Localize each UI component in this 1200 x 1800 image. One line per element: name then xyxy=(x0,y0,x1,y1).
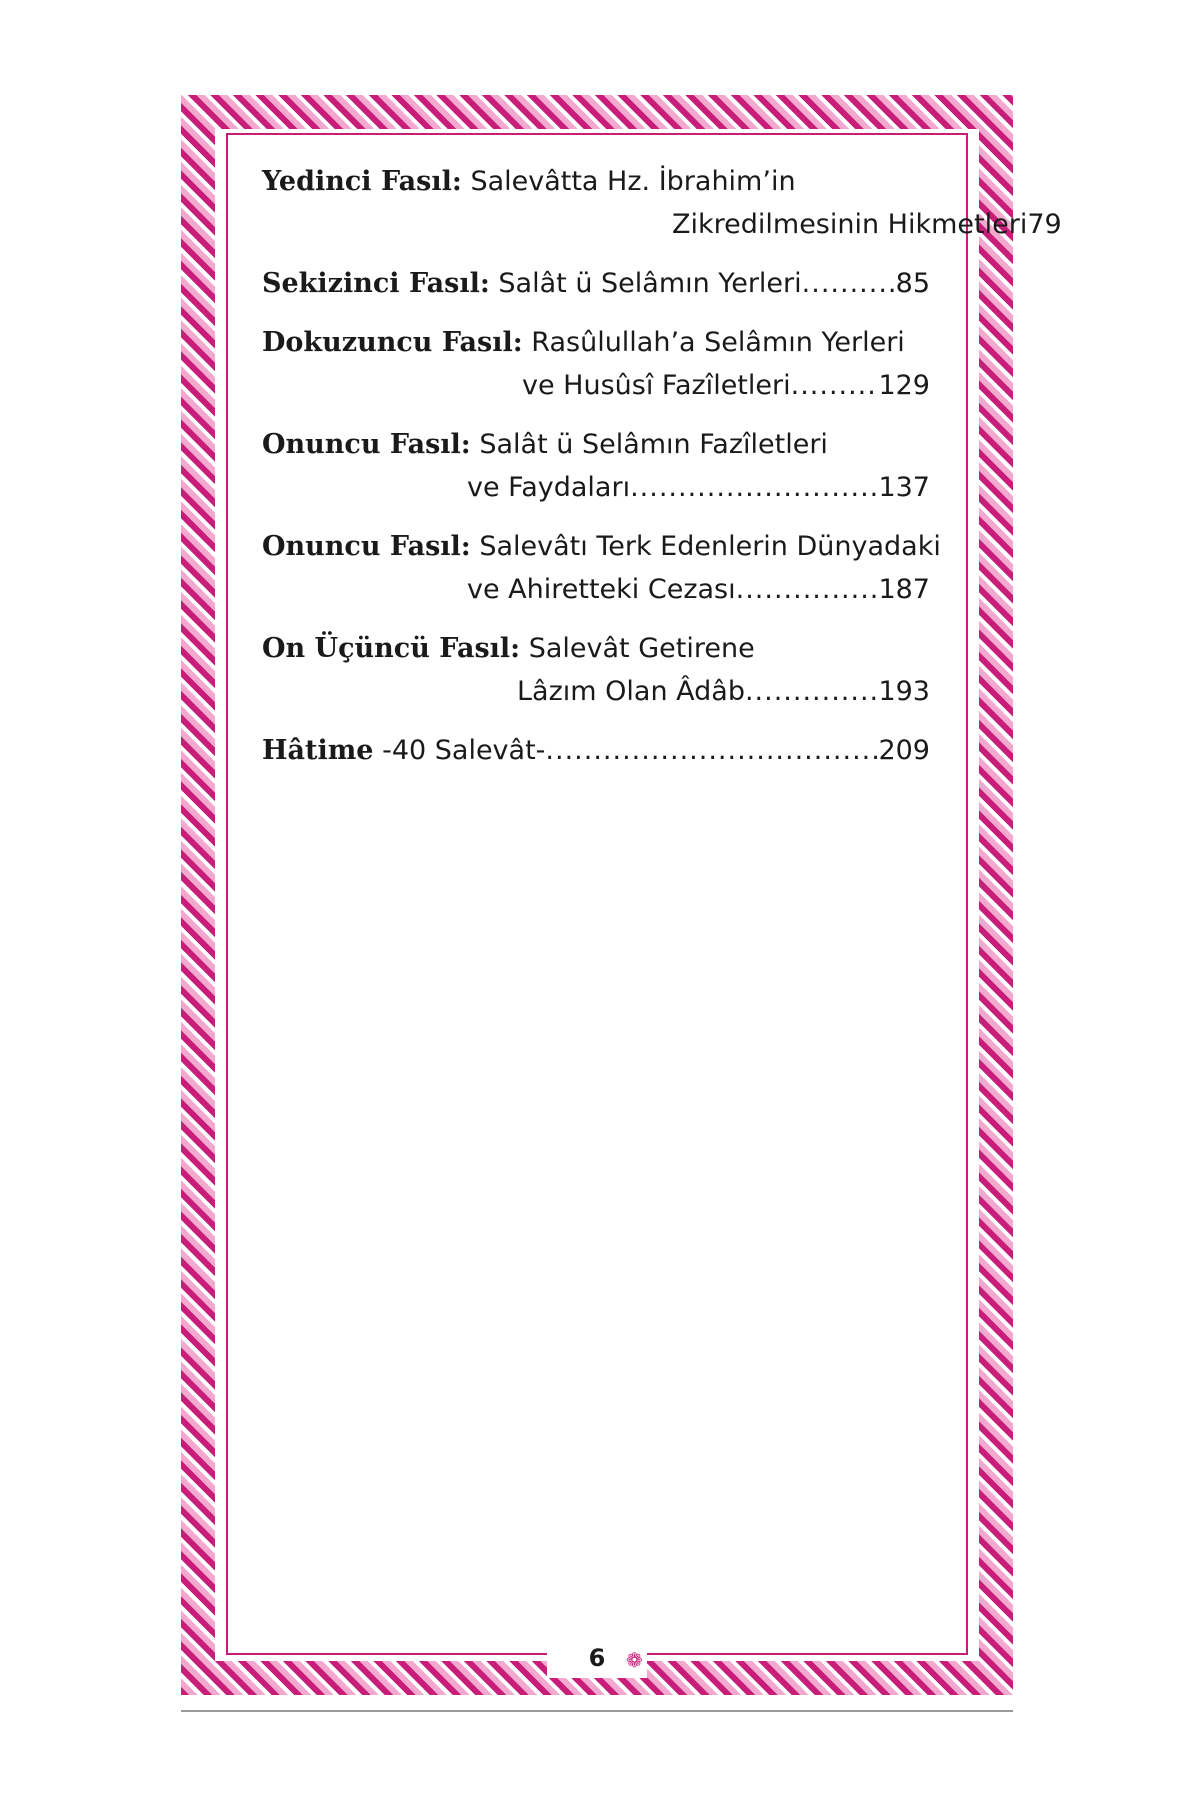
chapter-title: Zikredilmesinin Hikmetleri xyxy=(672,209,1028,240)
page-ref: 129 xyxy=(878,370,930,401)
chapter-title: Salevâtı Terk Edenlerin Dünyadaki xyxy=(479,531,941,562)
chapter-title: Salât ü Selâmın Yerleri xyxy=(498,268,802,299)
dot-leader xyxy=(802,262,896,305)
chapter-title: Lâzım Olan Âdâb xyxy=(517,676,745,707)
chapter-label: Dokuzuncu Fasıl: xyxy=(262,327,523,358)
toc-entry xyxy=(262,729,930,772)
toc-line xyxy=(262,627,930,670)
toc-entry xyxy=(262,321,930,407)
toc-line xyxy=(262,321,930,364)
toc-line xyxy=(262,364,930,407)
chapter-title: -40 Salevât- xyxy=(382,735,546,766)
toc-line xyxy=(262,203,1062,246)
chapter-title: Rasûlullah’a Selâmın Yerleri xyxy=(531,327,905,358)
chapter-label: Hâtime xyxy=(262,735,374,766)
dot-leader xyxy=(736,568,879,611)
chapter-label: Onuncu Fasıl: xyxy=(262,531,471,562)
chapter-title: ve Ahiretteki Cezası xyxy=(467,574,736,605)
toc-entry xyxy=(262,423,930,509)
chapter-label: Onuncu Fasıl: xyxy=(262,429,471,460)
toc-entry xyxy=(262,160,1062,246)
flower-ornament-icon: ❁ xyxy=(626,1648,643,1672)
toc-entry xyxy=(262,627,930,713)
chapter-title: Salevâtta Hz. İbrahim’in xyxy=(470,166,796,197)
toc-line xyxy=(262,568,930,611)
chapter-label: Sekizinci Fasıl: xyxy=(262,268,490,299)
page-ref: 187 xyxy=(878,574,930,605)
chapter-title: ve Faydaları xyxy=(467,472,631,503)
chapter-label: Yedinci Fasıl: xyxy=(262,166,462,197)
toc-entry xyxy=(262,525,941,611)
table-of-contents xyxy=(262,160,1062,788)
toc-line xyxy=(262,525,941,568)
toc-line xyxy=(262,160,930,203)
toc-line xyxy=(262,466,930,509)
dot-leader xyxy=(630,466,878,509)
page-number: 6 xyxy=(588,1644,606,1672)
dot-leader xyxy=(791,364,879,407)
toc-line xyxy=(262,670,930,713)
page-ref: 193 xyxy=(878,676,930,707)
page-ref: 79 xyxy=(1027,209,1062,240)
toc-entry xyxy=(262,262,930,305)
chapter-title: ve Husûsî Fazîletleri xyxy=(522,370,791,401)
dot-leader xyxy=(545,729,878,772)
page-ref: 137 xyxy=(878,472,930,503)
toc-line xyxy=(262,262,930,305)
toc-line xyxy=(262,729,930,772)
bottom-rule xyxy=(181,1710,1013,1712)
page-ref: 209 xyxy=(878,735,930,766)
chapter-label: On Üçüncü Fasıl: xyxy=(262,633,521,664)
dot-leader xyxy=(745,670,878,713)
chapter-title: Salevât Getirene xyxy=(528,633,755,664)
toc-line xyxy=(262,423,930,466)
page-ref: 85 xyxy=(895,268,930,299)
chapter-title: Salât ü Selâmın Fazîletleri xyxy=(479,429,828,460)
